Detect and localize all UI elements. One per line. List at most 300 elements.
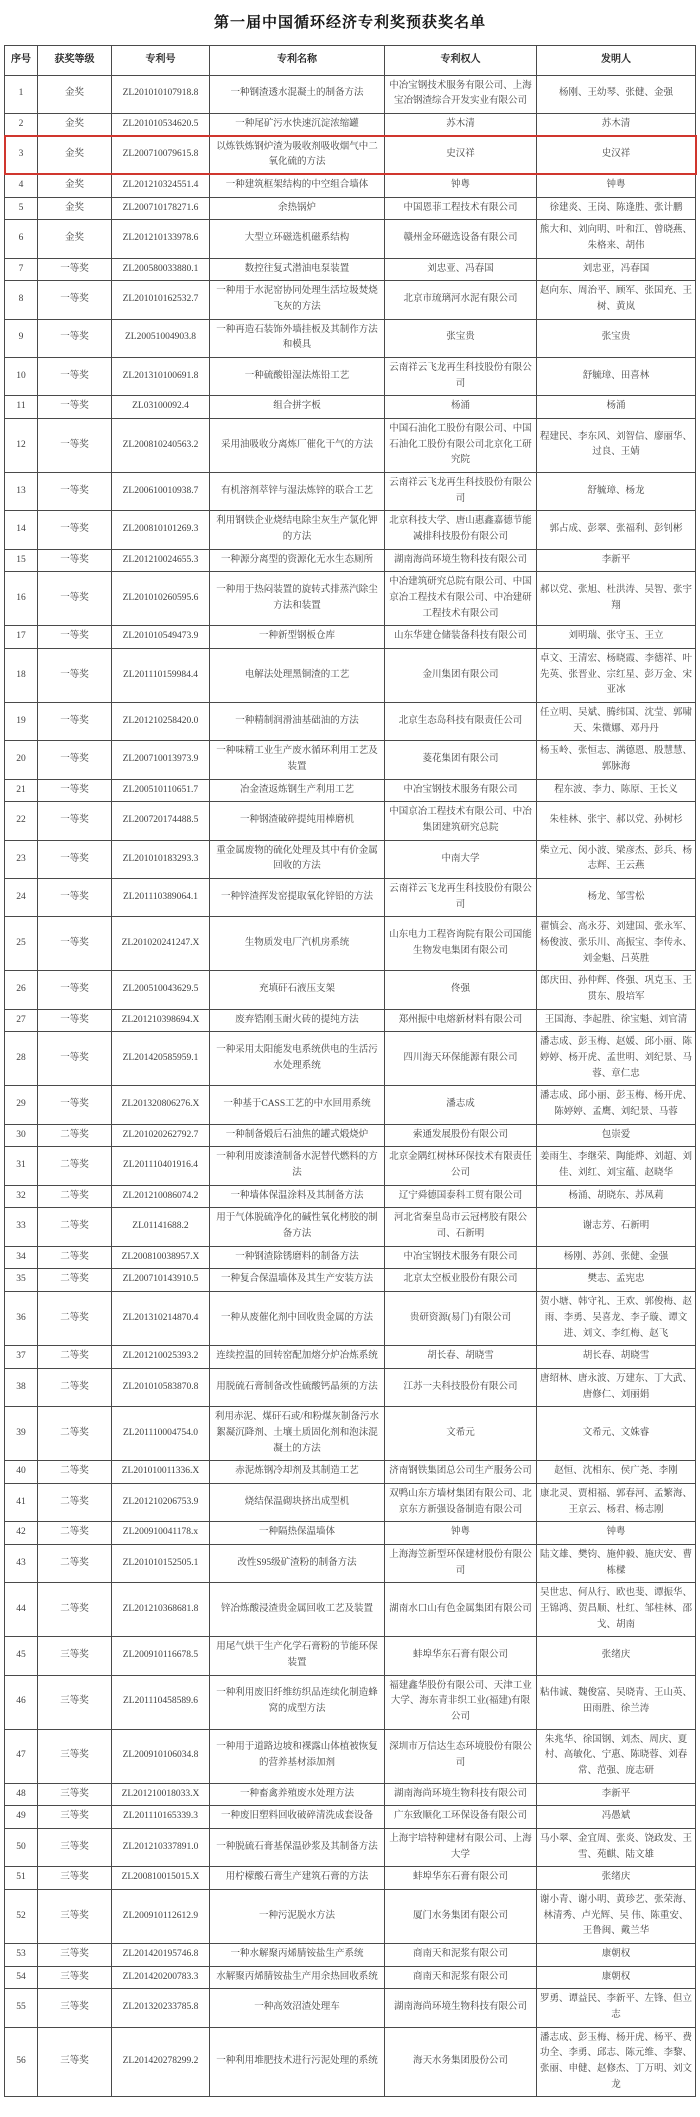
patent-owner-cell: 中南大学 (385, 840, 537, 878)
award-level-cell: 二等奖 (38, 1292, 112, 1346)
table-row (5, 113, 696, 136)
table-row (5, 779, 696, 802)
patent-number-cell: ZL201210258420.0 (112, 703, 210, 741)
patent-owner-cell: 海天水务集团股份公司 (385, 2027, 537, 2097)
patent-owner-cell: 双鸭山东方墙材集团有限公司、北京东方新强设备制造有限公司 (385, 1483, 537, 1521)
serial-cell: 12 (5, 418, 38, 472)
award-level-cell: 三等奖 (38, 1828, 112, 1866)
patent-number-cell: ZL201110401916.4 (112, 1147, 210, 1185)
inventors-cell: 柴立元、闵小波、梁彦杰、彭兵、杨志辉、王云燕 (537, 840, 696, 878)
serial-cell: 41 (5, 1483, 38, 1521)
table-row (5, 319, 696, 357)
serial-cell: 51 (5, 1867, 38, 1890)
award-level-cell: 一等奖 (38, 258, 112, 281)
patent-number-cell: ZL201210206753.9 (112, 1483, 210, 1521)
patent-number-cell: ZL201010583870.8 (112, 1368, 210, 1406)
patent-number-cell: ZL200610010938.7 (112, 472, 210, 510)
serial-cell: 6 (5, 220, 38, 258)
table-row (5, 136, 696, 174)
serial-cell: 5 (5, 197, 38, 220)
patent-number-cell: ZL201010152505.1 (112, 1544, 210, 1582)
patent-number-cell: ZL200910112612.9 (112, 1889, 210, 1943)
inventors-cell: 赵向东、周治平、顾军、张国充、王树、黄岚 (537, 281, 696, 319)
patent-number-cell: ZL03100092.4 (112, 396, 210, 419)
inventors-cell: 潘志成、彭玉梅、赵媛、邱小丽、陈婷婷、杨开虎、孟世明、刘纪景、马蓉、章仁忠 (537, 1032, 696, 1086)
table-row (5, 1208, 696, 1246)
table-row (5, 549, 696, 572)
patent-name-cell: 一种尾矿污水快速沉淀浓缩罐 (210, 113, 385, 136)
serial-cell: 16 (5, 572, 38, 626)
patent-owner-cell: 中国石油化工股份有限公司、中国石油化工股份有限公司北京化工研究院 (385, 418, 537, 472)
inventors-cell: 李新平 (537, 1783, 696, 1806)
column-header-serial: 序号 (5, 46, 38, 76)
serial-cell: 19 (5, 703, 38, 741)
serial-cell: 3 (5, 136, 38, 174)
patent-name-cell: 一种高效沼渣处理车 (210, 1989, 385, 2027)
patent-name-cell: 用尾气烘干生产化学石膏粉的节能环保装置 (210, 1637, 385, 1675)
patent-number-cell: ZL201420195746.8 (112, 1944, 210, 1967)
award-level-cell: 二等奖 (38, 1269, 112, 1292)
inventors-cell: 杨刚、苏剑、张健、金强 (537, 1246, 696, 1269)
serial-cell: 45 (5, 1637, 38, 1675)
patent-number-cell: ZL201110458589.6 (112, 1675, 210, 1729)
table-row (5, 418, 696, 472)
award-level-cell: 三等奖 (38, 1675, 112, 1729)
patent-name-cell: 一种精制润滑油基础油的方法 (210, 703, 385, 741)
serial-cell: 43 (5, 1544, 38, 1582)
table-row (5, 840, 696, 878)
inventors-cell: 杨龙、邹雪松 (537, 879, 696, 917)
award-level-cell: 三等奖 (38, 2027, 112, 2097)
table-row (5, 1009, 696, 1032)
patent-name-cell: 用于气体脱硫净化的碱性氧化栲胶的制备方法 (210, 1208, 385, 1246)
table-row (5, 2027, 696, 2097)
inventors-cell: 张宝贵 (537, 319, 696, 357)
award-level-cell: 二等奖 (38, 1246, 112, 1269)
column-header-award-level: 获奖等级 (38, 46, 112, 76)
patent-owner-cell: 中国恩菲工程技术有限公司 (385, 197, 537, 220)
serial-cell: 1 (5, 75, 38, 113)
award-level-cell: 二等奖 (38, 1544, 112, 1582)
patent-number-cell: ZL01141688.2 (112, 1208, 210, 1246)
table-row (5, 1185, 696, 1208)
patent-owner-cell: 胡长春、胡晓雪 (385, 1346, 537, 1369)
inventors-cell: 杨涌、胡晓东、苏凤莉 (537, 1185, 696, 1208)
inventors-cell: 康朝权 (537, 1966, 696, 1989)
patent-name-cell: 以炼铁炼钢炉渣为吸收剂吸收烟气中二氧化硫的方法 (210, 136, 385, 174)
patent-number-cell: ZL200810015015.X (112, 1867, 210, 1890)
serial-cell: 31 (5, 1147, 38, 1185)
award-level-cell: 二等奖 (38, 1208, 112, 1246)
patent-number-cell: ZL201310214870.4 (112, 1292, 210, 1346)
patent-number-cell: ZL201210025393.2 (112, 1346, 210, 1369)
inventors-cell: 谢志芳、石新明 (537, 1208, 696, 1246)
table-row (5, 396, 696, 419)
award-level-cell: 一等奖 (38, 703, 112, 741)
table-row (5, 1483, 696, 1521)
patent-owner-cell: 北京生态岛科技有限责任公司 (385, 703, 537, 741)
serial-cell: 50 (5, 1828, 38, 1866)
award-level-cell: 一等奖 (38, 626, 112, 649)
serial-cell: 29 (5, 1086, 38, 1124)
patent-owner-cell: 广东致顺化工环保设备有限公司 (385, 1806, 537, 1829)
award-level-cell: 三等奖 (38, 1867, 112, 1890)
inventors-cell: 舒毓璋、田喜林 (537, 357, 696, 395)
award-level-cell: 一等奖 (38, 971, 112, 1009)
patent-name-cell: 一种从废催化剂中回收贵金属的方法 (210, 1292, 385, 1346)
patent-number-cell: ZL201010260595.6 (112, 572, 210, 626)
table-row (5, 1729, 696, 1783)
patent-name-cell: 一种污泥脱水方法 (210, 1889, 385, 1943)
table-row (5, 802, 696, 840)
patent-name-cell: 改性S95级矿渣粉的制备方法 (210, 1544, 385, 1582)
serial-cell: 26 (5, 971, 38, 1009)
serial-cell: 25 (5, 917, 38, 971)
serial-cell: 4 (5, 174, 38, 197)
award-level-cell: 一等奖 (38, 472, 112, 510)
serial-cell: 55 (5, 1989, 38, 2027)
patent-name-cell: 一种再造石装饰外墙挂板及其制作方法和模具 (210, 319, 385, 357)
column-header-patent-name: 专利名称 (210, 46, 385, 76)
page-title: 第一届中国循环经济专利奖预获奖名单 (213, 15, 486, 31)
patent-owner-cell: 蚌埠华东石膏有限公司 (385, 1867, 537, 1890)
patent-name-cell: 大型立环磁选机磁系结构 (210, 220, 385, 258)
inventors-cell: 吴世忠、何从行、欧也斐、谭振华、王锦鸿、贺昌顺、杜红、邹桂林、邵戈、胡南 (537, 1583, 696, 1637)
table-row (5, 648, 696, 702)
inventors-cell: 赵恒、沈相东、侯广尧、李刚 (537, 1461, 696, 1484)
table-row (5, 1124, 696, 1147)
inventors-cell: 钟粤 (537, 1522, 696, 1545)
serial-cell: 52 (5, 1889, 38, 1943)
award-level-cell: 一等奖 (38, 511, 112, 549)
patent-name-cell: 一种隔热保温墙体 (210, 1522, 385, 1545)
patent-name-cell: 利用钢铁企业烧结电除尘灰生产氯化钾的方法 (210, 511, 385, 549)
table-row (5, 1461, 696, 1484)
patent-number-cell: ZL201010549473.9 (112, 626, 210, 649)
patent-number-cell: ZL201110389064.1 (112, 879, 210, 917)
patent-number-cell: ZL200580033880.1 (112, 258, 210, 281)
inventors-cell: 姜雨生、李继荣、陶能烨、刘超、刘佳、刘红、刘宝蕴、赵晓华 (537, 1147, 696, 1185)
serial-cell: 34 (5, 1246, 38, 1269)
patent-name-cell: 组合拼字板 (210, 396, 385, 419)
patent-owner-cell: 文希元 (385, 1407, 537, 1461)
award-level-cell: 一等奖 (38, 418, 112, 472)
serial-cell: 56 (5, 2027, 38, 2097)
table-row (5, 1944, 696, 1967)
patent-name-cell: 生物质发电厂汽机房系统 (210, 917, 385, 971)
patent-number-cell: ZL201420278299.2 (112, 2027, 210, 2097)
table-row (5, 1292, 696, 1346)
patent-owner-cell: 商南天和泥浆有限公司 (385, 1966, 537, 1989)
patent-owner-cell: 金川集团有限公司 (385, 648, 537, 702)
inventors-cell: 康北灵、贾相福、郭春河、孟繁海、王京云、杨君、杨志刚 (537, 1483, 696, 1521)
inventors-cell: 郝以党、张旭、杜洪涛、吴智、张宇翔 (537, 572, 696, 626)
table-row (5, 1806, 696, 1829)
patent-name-cell: 一种脱硫石膏基保温砂浆及其制备方法 (210, 1828, 385, 1866)
patent-name-cell: 一种钢渣破碎提纯用棒磨机 (210, 802, 385, 840)
patent-owner-cell: 四川海天环保能源有限公司 (385, 1032, 537, 1086)
patent-number-cell: ZL201210368681.8 (112, 1583, 210, 1637)
table-row (5, 1675, 696, 1729)
serial-cell: 10 (5, 357, 38, 395)
patent-number-cell: ZL201210086074.2 (112, 1185, 210, 1208)
inventors-cell: 粘伟诚、魏俊富、吴晓青、王山英、田雨胜、徐兰涛 (537, 1675, 696, 1729)
inventors-cell: 胡长春、胡晓雪 (537, 1346, 696, 1369)
patent-name-cell: 用柠檬酸石膏生产建筑石膏的方法 (210, 1867, 385, 1890)
patent-owner-cell: 山东电力工程咨询院有限公司国能生物发电集团有限公司 (385, 917, 537, 971)
inventors-cell: 程东波、李力、陈原、王长义 (537, 779, 696, 802)
patent-number-cell: ZL201010162532.7 (112, 281, 210, 319)
inventors-cell: 潘志成、彭玉梅、杨开虎、杨平、费功全、李勇、邱志、陈元维、李黎、张丽、申健、赵修杰、丁万明、刘文龙 (537, 2027, 696, 2097)
table-row (5, 197, 696, 220)
patent-owner-cell: 湖南水口山有色金属集团有限公司 (385, 1583, 537, 1637)
inventors-cell: 史汉祥 (537, 136, 696, 174)
award-level-cell: 一等奖 (38, 779, 112, 802)
patent-name-cell: 一种畜禽养殖废水处理方法 (210, 1783, 385, 1806)
patent-name-cell: 水解聚丙烯腈铵盐生产用余热回收系统 (210, 1966, 385, 1989)
patent-owner-cell: 苏木清 (385, 113, 537, 136)
award-level-cell: 金奖 (38, 174, 112, 197)
patent-number-cell: ZL200710079615.8 (112, 136, 210, 174)
patent-owner-cell: 北京科技大学、唐山惠鑫嘉德节能减排科技股份有限公司 (385, 511, 537, 549)
serial-cell: 37 (5, 1346, 38, 1369)
patent-owner-cell: 商南天和泥浆有限公司 (385, 1944, 537, 1967)
table-row (5, 1966, 696, 1989)
serial-cell: 32 (5, 1185, 38, 1208)
patent-name-cell: 余热锅炉 (210, 197, 385, 220)
patent-name-cell: 一种用于热闷装置的旋转式排蒸汽除尘方法和装置 (210, 572, 385, 626)
award-level-cell: 三等奖 (38, 1966, 112, 1989)
patent-name-cell: 一种建筑框架结构的中空组合墙体 (210, 174, 385, 197)
patent-number-cell: ZL201020241247.X (112, 917, 210, 971)
patent-owner-cell: 深圳市万信达生态环境股份有限公司 (385, 1729, 537, 1783)
table-row (5, 472, 696, 510)
patent-name-cell: 一种硫酸铅湿法炼铅工艺 (210, 357, 385, 395)
patent-name-cell: 一种用于道路边坡和裸露山体植被恢复的营养基材添加剂 (210, 1729, 385, 1783)
inventors-cell: 冯愚斌 (537, 1806, 696, 1829)
patent-owner-cell: 中冶宝钢技术服务有限公司 (385, 1246, 537, 1269)
serial-cell: 27 (5, 1009, 38, 1032)
patent-name-cell: 冶金渣返炼钢生产利用工艺 (210, 779, 385, 802)
table-row (5, 75, 696, 113)
patent-owner-cell: 云南祥云飞龙再生科技股份有限公司 (385, 357, 537, 395)
patent-name-cell: 电解法处理黑铜渣的工艺 (210, 648, 385, 702)
patent-owner-cell: 史汉祥 (385, 136, 537, 174)
patent-number-cell: ZL201210024655.3 (112, 549, 210, 572)
inventors-cell: 杨玉岭、张恒志、满德恩、殷慧慧、郭脉海 (537, 741, 696, 779)
patent-name-cell: 用脱硫石膏制备改性硫酸钙晶须的方法 (210, 1368, 385, 1406)
award-level-cell: 一等奖 (38, 572, 112, 626)
award-level-cell: 金奖 (38, 197, 112, 220)
patent-number-cell: ZL20051004903.8 (112, 319, 210, 357)
inventors-cell: 刘明瑞、张守玉、王立 (537, 626, 696, 649)
patent-number-cell: ZL200710013973.9 (112, 741, 210, 779)
serial-cell: 9 (5, 319, 38, 357)
inventors-cell: 陆文雄、樊钧、施仲毅、施庆安、曹栋樑 (537, 1544, 696, 1582)
inventors-cell: 包崇爱 (537, 1124, 696, 1147)
patent-number-cell: ZL201210337891.0 (112, 1828, 210, 1866)
awards-table (4, 45, 696, 2097)
table-row (5, 741, 696, 779)
inventors-cell: 徐建炎、王岗、陈逢胜、张计鹏 (537, 197, 696, 220)
serial-cell: 8 (5, 281, 38, 319)
patent-number-cell: ZL201210133978.6 (112, 220, 210, 258)
patent-name-cell: 一种利用废旧纤维纺织品连续化制造蜂窝的成型方法 (210, 1675, 385, 1729)
patent-number-cell: ZL201320806276.X (112, 1086, 210, 1124)
patent-number-cell: ZL200510110651.7 (112, 779, 210, 802)
award-level-cell: 金奖 (38, 220, 112, 258)
column-header-patent-owner: 专利权人 (385, 46, 537, 76)
serial-cell: 22 (5, 802, 38, 840)
serial-cell: 21 (5, 779, 38, 802)
inventors-cell: 唐绍林、唐永波、万建东、丁大武、唐修仁、刘丽娟 (537, 1368, 696, 1406)
award-level-cell: 一等奖 (38, 1032, 112, 1086)
table-row (5, 258, 696, 281)
patent-owner-cell: 中冶建筑研究总院有限公司、中国京冶工程技术有限公司、中冶建研工程技术有限公司 (385, 572, 537, 626)
serial-cell: 20 (5, 741, 38, 779)
inventors-cell: 潘志成、邱小丽、彭玉梅、杨开虎、陈婷婷、孟鹰、刘纪景、马蓉 (537, 1086, 696, 1124)
award-level-cell: 一等奖 (38, 741, 112, 779)
patent-name-cell: 烧结保温砌块挤出成型机 (210, 1483, 385, 1521)
award-level-cell: 金奖 (38, 75, 112, 113)
patent-owner-cell: 湖南海尚环境生物科技有限公司 (385, 1989, 537, 2027)
patent-name-cell: 一种复合保温墙体及其生产安装方法 (210, 1269, 385, 1292)
serial-cell: 54 (5, 1966, 38, 1989)
patent-owner-cell: 湖南海尚环境生物科技有限公司 (385, 549, 537, 572)
table-row (5, 281, 696, 319)
patent-name-cell: 一种味精工业生产废水循环利用工艺及装置 (210, 741, 385, 779)
patent-number-cell: ZL201110165339.3 (112, 1806, 210, 1829)
patent-owner-cell: 辽宁舜德国泰科工贸有限公司 (385, 1185, 537, 1208)
serial-cell: 13 (5, 472, 38, 510)
column-header-patent-number: 专利号 (112, 46, 210, 76)
patent-number-cell: ZL201420585959.1 (112, 1032, 210, 1086)
serial-cell: 17 (5, 626, 38, 649)
award-level-cell: 一等奖 (38, 549, 112, 572)
inventors-cell: 翟慎会、高永芬、刘建国、张永军、杨俊波、张乐川、高振宝、李传永、刘金魁、吕英胜 (537, 917, 696, 971)
award-level-cell: 一等奖 (38, 840, 112, 878)
inventors-cell: 郭占成、彭翠、张福利、彭钊彬 (537, 511, 696, 549)
serial-cell: 36 (5, 1292, 38, 1346)
patent-owner-cell: 北京金隅红树林环保技术有限责任公司 (385, 1147, 537, 1185)
patent-number-cell: ZL200710178271.6 (112, 197, 210, 220)
patent-name-cell: 废弃锆刚玉耐火砖的提纯方法 (210, 1009, 385, 1032)
award-level-cell: 二等奖 (38, 1407, 112, 1461)
award-level-cell: 三等奖 (38, 1637, 112, 1675)
patent-name-cell: 充填矸石液压支架 (210, 971, 385, 1009)
table-row (5, 1867, 696, 1890)
patent-name-cell: 锌冶炼酸浸渣贵金属回收工艺及装置 (210, 1583, 385, 1637)
inventors-cell: 朱兆华、徐国钢、刘杰、周庆、夏村、高敏化、宁惠、陈晓蓉、刘春常、范强、庞志研 (537, 1729, 696, 1783)
serial-cell: 23 (5, 840, 38, 878)
inventors-cell: 郎庆田、孙仲辉、佟强、巩克玉、王贯东、殷培军 (537, 971, 696, 1009)
patent-number-cell: ZL201420200783.3 (112, 1966, 210, 1989)
serial-cell: 48 (5, 1783, 38, 1806)
patent-owner-cell: 北京市琉璃河水泥有限公司 (385, 281, 537, 319)
award-level-cell: 二等奖 (38, 1185, 112, 1208)
patent-number-cell: ZL201020262792.7 (112, 1124, 210, 1147)
table-row (5, 220, 696, 258)
table-row (5, 572, 696, 626)
inventors-cell: 舒毓璋、杨龙 (537, 472, 696, 510)
patent-number-cell: ZL200810101269.3 (112, 511, 210, 549)
patent-name-cell: 一种废旧塑料回收破碎清洗成套设备 (210, 1806, 385, 1829)
inventors-cell: 程建民、李东风、刘智信、廖丽华、过良、王婧 (537, 418, 696, 472)
patent-number-cell: ZL201010107918.8 (112, 75, 210, 113)
patent-number-cell: ZL200810038957.X (112, 1246, 210, 1269)
patent-number-cell: ZL201010011336.X (112, 1461, 210, 1484)
award-level-cell: 三等奖 (38, 1889, 112, 1943)
patent-name-cell: 一种新型钢板仓库 (210, 626, 385, 649)
patent-name-cell: 一种采用太阳能发电系统供电的生活污水处理系统 (210, 1032, 385, 1086)
patent-name-cell: 赤泥炼钢冷却剂及其制造工艺 (210, 1461, 385, 1484)
inventors-cell: 马小翠、金宜周、张炎、饶政发、王雪、苑麒、陆文雄 (537, 1828, 696, 1866)
patent-number-cell: ZL201310100691.8 (112, 357, 210, 395)
award-level-cell: 一等奖 (38, 879, 112, 917)
inventors-cell: 钟粤 (537, 174, 696, 197)
award-level-cell: 二等奖 (38, 1346, 112, 1369)
table-row (5, 1346, 696, 1369)
award-level-cell: 一等奖 (38, 917, 112, 971)
patent-owner-cell: 张宝贵 (385, 319, 537, 357)
serial-cell: 49 (5, 1806, 38, 1829)
table-row (5, 626, 696, 649)
table-row (5, 1246, 696, 1269)
table-row (5, 174, 696, 197)
patent-name-cell: 一种基于CASS工艺的中水回用系统 (210, 1086, 385, 1124)
award-level-cell: 三等奖 (38, 1806, 112, 1829)
serial-cell: 18 (5, 648, 38, 702)
patent-owner-cell: 刘忠亚、冯春国 (385, 258, 537, 281)
inventors-cell: 任立明、吴斌、腾纬国、沈莹、郭啸天、朱微娜、邓丹丹 (537, 703, 696, 741)
award-level-cell: 一等奖 (38, 357, 112, 395)
patent-number-cell: ZL200910106034.8 (112, 1729, 210, 1783)
award-level-cell: 一等奖 (38, 281, 112, 319)
table-row (5, 1828, 696, 1866)
patent-number-cell: ZL200720174488.5 (112, 802, 210, 840)
award-level-cell: 二等奖 (38, 1522, 112, 1545)
inventors-cell: 文希元、文姝睿 (537, 1407, 696, 1461)
patent-number-cell: ZL201010534620.5 (112, 113, 210, 136)
patent-owner-cell: 郑州振中电熔新材料有限公司 (385, 1009, 537, 1032)
award-level-cell: 一等奖 (38, 648, 112, 702)
patent-number-cell: ZL200510043629.5 (112, 971, 210, 1009)
table-row (5, 1032, 696, 1086)
serial-cell: 46 (5, 1675, 38, 1729)
patent-owner-cell: 厦门水务集团有限公司 (385, 1889, 537, 1943)
award-level-cell: 三等奖 (38, 1783, 112, 1806)
patent-name-cell: 利用赤泥、煤矸石或/和粉煤灰制备污水絮凝沉降剂、土壤土质固化剂和泡沫混凝土的方法 (210, 1407, 385, 1461)
patent-owner-cell: 上海宇培特种建材有限公司、上海大学 (385, 1828, 537, 1866)
patent-owner-cell: 中冶宝钢技术服务有限公司 (385, 779, 537, 802)
serial-cell: 14 (5, 511, 38, 549)
patent-owner-cell: 菱花集团有限公司 (385, 741, 537, 779)
award-level-cell: 一等奖 (38, 1009, 112, 1032)
patent-owner-cell: 江苏一夫科技股份有限公司 (385, 1368, 537, 1406)
patent-name-cell: 重金属废物的硫化处理及其中有价金属回收的方法 (210, 840, 385, 878)
serial-cell: 11 (5, 396, 38, 419)
patent-owner-cell: 杨涌 (385, 396, 537, 419)
patent-number-cell: ZL200910041178.x (112, 1522, 210, 1545)
serial-cell: 7 (5, 258, 38, 281)
table-row (5, 1989, 696, 2027)
patent-owner-cell: 钟粤 (385, 1522, 537, 1545)
patent-owner-cell: 赣州金环磁选设备有限公司 (385, 220, 537, 258)
patent-name-cell: 一种钢渣除锈磨料的制备方法 (210, 1246, 385, 1269)
patent-owner-cell: 云南祥云飞龙再生科技股份有限公司 (385, 879, 537, 917)
award-level-cell: 三等奖 (38, 1989, 112, 2027)
award-level-cell: 三等奖 (38, 1944, 112, 1967)
